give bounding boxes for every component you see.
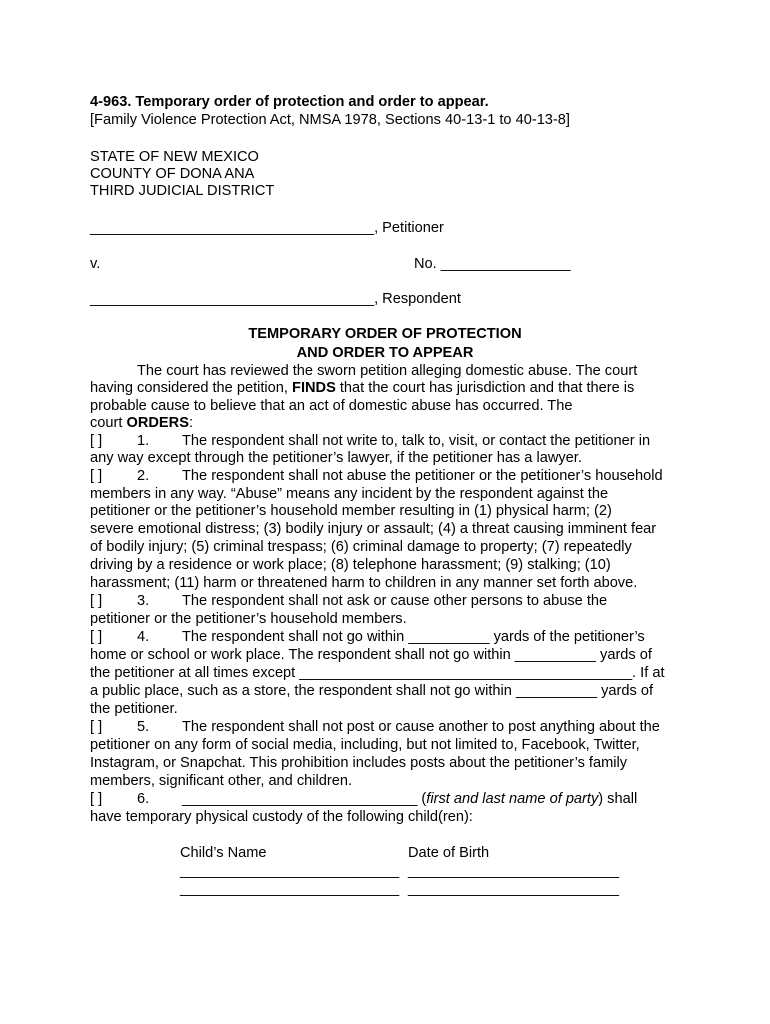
order-5-line-3: Instagram, or Snapchat. This prohibition includes posts about the petitioner’s family [90, 755, 628, 771]
intro-line-2: having considered the petition, FINDS that the court has jurisdiction and that there is [90, 380, 635, 396]
court-county: COUNTY OF DONA ANA [90, 166, 255, 182]
order-3-checkbox[interactable]: [ ] [90, 593, 103, 609]
order-4-checkbox[interactable]: [ ] [90, 629, 103, 645]
case-no-label: No. [414, 256, 437, 272]
order-3-number: 3. [137, 593, 150, 609]
order-3-line-1: The respondent shall not ask or cause other persons to abuse the [182, 593, 608, 609]
order-5-line-2: petitioner on any form of social media, including, but not limited to, Facebook, Twitter, [90, 737, 640, 753]
petitioner-name-blank[interactable]: ___________________________________ [90, 220, 375, 236]
child-2-name-blank[interactable]: ___________________________ [180, 881, 400, 897]
respondent-label: , Respondent [374, 291, 461, 307]
statute-citation: [Family Violence Protection Act, NMSA 1978, Sections 40-13-1 to 40-13-8] [90, 112, 570, 128]
party-name-hint: first and last name of party [426, 791, 599, 807]
versus-text: v. [90, 256, 101, 272]
intro-line-1: The court has reviewed the sworn petition alleging domestic abuse. The court [137, 363, 638, 379]
order-6-line-1: _____________________________ (first and last name of party) shall [182, 791, 638, 807]
court-district: THIRD JUDICIAL DISTRICT [90, 183, 275, 199]
order-6-line-2: have temporary physical custody of the following child(ren): [90, 809, 473, 825]
child-dob-header: Date of Birth [408, 845, 490, 861]
order-title-line1: TEMPORARY ORDER OF PROTECTION [248, 326, 522, 342]
order-3-line-2: petitioner or the petitioner’s household members. [90, 611, 407, 627]
order-2-line-2: members in any way. “Abuse” means any incident by the respondent against the [90, 486, 609, 502]
order-4-line-5: the petitioner. [90, 701, 178, 717]
order-6-number: 6. [137, 791, 150, 807]
case-no-blank[interactable]: ________________ [440, 256, 571, 272]
finds-keyword: FINDS [292, 380, 336, 396]
order-4-line-2: home or school or work place. The respondent shall not go within __________ yards of [90, 647, 652, 663]
order-5-line-1: The respondent shall not post or cause another to post anything about the [182, 719, 660, 735]
order-4-number: 4. [137, 629, 150, 645]
child-1-dob-blank[interactable]: __________________________ [408, 863, 620, 879]
order-1-line-2: any way except through the petitioner’s lawyer, if the petitioner has a lawyer. [90, 450, 582, 466]
order-1-checkbox[interactable]: [ ] [90, 433, 103, 449]
order-1-line-1: The respondent shall not write to, talk to, visit, or contact the petitioner in [182, 433, 651, 449]
custodial-party-name-blank[interactable]: _____________________________ [182, 791, 418, 807]
child-2-dob-blank[interactable]: __________________________ [408, 881, 620, 897]
order-6-checkbox[interactable]: [ ] [90, 791, 103, 807]
court-state: STATE OF NEW MEXICO [90, 149, 259, 165]
child-1-name-blank[interactable]: ___________________________ [180, 863, 400, 879]
order-4-line-1: The respondent shall not go within __________ yards of the petitioner’s [182, 629, 645, 645]
order-2-line-4: severe emotional distress; (3) bodily injury or assault; (4) a threat causing imminent fear [90, 521, 657, 537]
order-2-line-5: of bodily injury; (5) criminal trespass; (6) criminal damage to property; (7) repeatedly [90, 539, 632, 555]
order-title-line2: AND ORDER TO APPEAR [296, 345, 474, 361]
intro-line-3: probable cause to believe that an act of domestic abuse has occurred. The [90, 398, 573, 414]
order-2-line-6: driving by a residence or work place; (8) telephone harassment; (9) stalking; (10) [90, 557, 611, 573]
order-2-line-7: harassment; (11) harm or threatened harm to children in any manner set forth above. [90, 575, 638, 591]
order-5-number: 5. [137, 719, 150, 735]
child-name-header: Child’s Name [180, 845, 267, 861]
order-2-number: 2. [137, 468, 150, 484]
order-4-line-4: a public place, such as a store, the respondent shall not go within __________ yards of [90, 683, 654, 699]
order-4-line-3: the petitioner at all times except _________________________________________. If at [90, 665, 665, 681]
respondent-name-blank[interactable]: ___________________________________ [90, 291, 375, 307]
petitioner-label: , Petitioner [374, 220, 444, 236]
rule-title: 4-963. Temporary order of protection and order to appear. [90, 94, 489, 110]
order-2-line-1: The respondent shall not abuse the petitioner or the petitioner’s household [182, 468, 663, 484]
case-number [414, 256, 571, 273]
petitioner-caption [90, 220, 444, 237]
order-2-checkbox[interactable]: [ ] [90, 468, 103, 484]
order-2-line-3: petitioner or the petitioner’s household member resulting in (1) physical harm; (2) [90, 503, 612, 519]
order-5-line-4: members, significant other, and children. [90, 773, 353, 789]
intro-line-4: court ORDERS: [90, 415, 193, 431]
orders-keyword: ORDERS [126, 415, 189, 431]
respondent-caption [90, 291, 461, 308]
order-1-number: 1. [137, 433, 150, 449]
order-5-checkbox[interactable]: [ ] [90, 719, 103, 735]
